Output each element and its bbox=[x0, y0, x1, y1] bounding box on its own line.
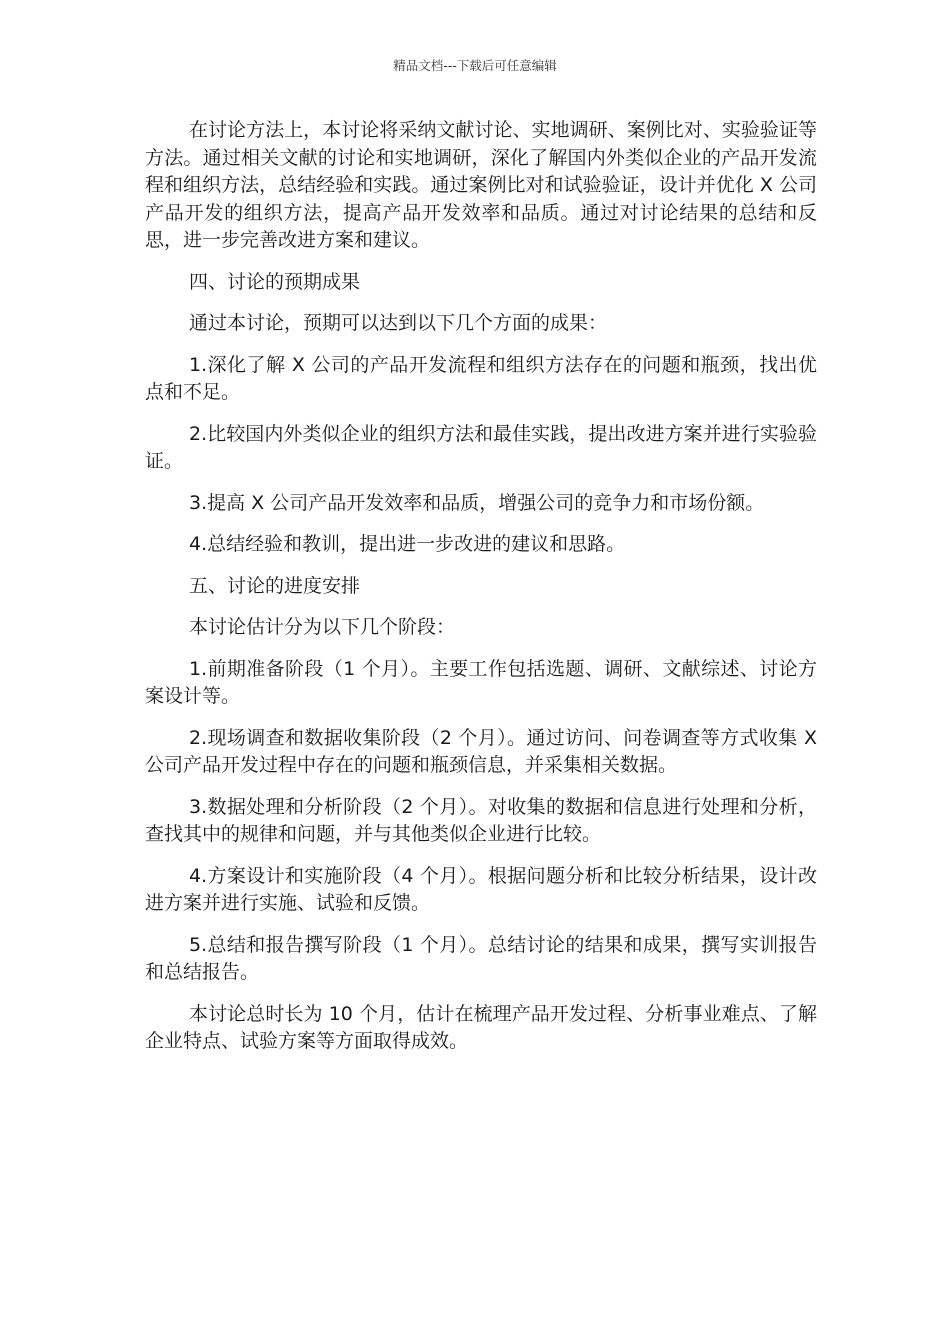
list-item-stage-3: 3.数据处理和分析阶段（2 个月）。对收集的数据和信息进行处理和分析，查找其中的规律和问题，并与其他类似企业进行比较。 bbox=[145, 795, 817, 845]
paragraph-results-intro: 通过本讨论，预期可以达到以下几个方面的成果： bbox=[189, 312, 608, 334]
list-item-result-1: 1.深化了解 X 公司的产品开发流程和组织方法存在的问题和瓶颈，找出优点和不足。 bbox=[145, 353, 817, 403]
paragraph-schedule-intro: 本讨论估计分为以下几个阶段： bbox=[189, 616, 456, 638]
list-item-result-3: 3.提高 X 公司产品开发效率和品质，增强公司的竞争力和市场份额。 bbox=[189, 491, 765, 514]
document-body bbox=[145, 117, 817, 1070]
list-item-stage-4: 4.方案设计和实施阶段（4 个月）。根据问题分析和比较分析结果，设计改进方案并进行实施、试验和反馈。 bbox=[145, 864, 817, 914]
list-item-result-4: 4.总结经验和教训，提出进一步改进的建议和思路。 bbox=[189, 533, 626, 555]
section-heading-expected-results: 四、讨论的预期成果 bbox=[189, 270, 361, 293]
page-header: 精品文档---下载后可任意编辑 bbox=[393, 58, 557, 73]
paragraph-total-duration: 本讨论总时长为 10 个月，估计在梳理产品开发过程、分析事业难点、了解企业特点、试验方案等方面取得成效。 bbox=[145, 1002, 817, 1052]
list-item-stage-1: 1.前期准备阶段（1 个月）。主要工作包括选题、调研、文献综述、讨论方案设计等。 bbox=[145, 657, 817, 707]
list-item-result-2: 2.比较国内外类似企业的组织方法和最佳实践，提出改进方案并进行实验验证。 bbox=[145, 422, 817, 472]
list-item-stage-2: 2.现场调查和数据收集阶段（2 个月）。通过访问、问卷调查等方式收集 X 公司产品开发过程中存在的问题和瓶颈信息，并采集相关数据。 bbox=[145, 726, 817, 776]
paragraph-methods: 在讨论方法上，本讨论将采纳文献讨论、实地调研、案例比对、实验验证等方法。通过相关文献的讨论和实地调研，深化了解国内外类似企业的产品开发流程和组织方法，总结经验和实践。通过案例比对和试验验证，设计并优化 X 公司产品开发的组织方法，提高产品开发效率和品质。通过对讨论结果的总结和反思，进一步完善改进方案和建议。 bbox=[145, 119, 817, 251]
list-item-stage-5: 5.总结和报告撰写阶段（1 个月）。总结讨论的结果和成果，撰写实训报告和总结报告。 bbox=[145, 933, 817, 983]
section-heading-schedule: 五、讨论的进度安排 bbox=[189, 574, 361, 597]
